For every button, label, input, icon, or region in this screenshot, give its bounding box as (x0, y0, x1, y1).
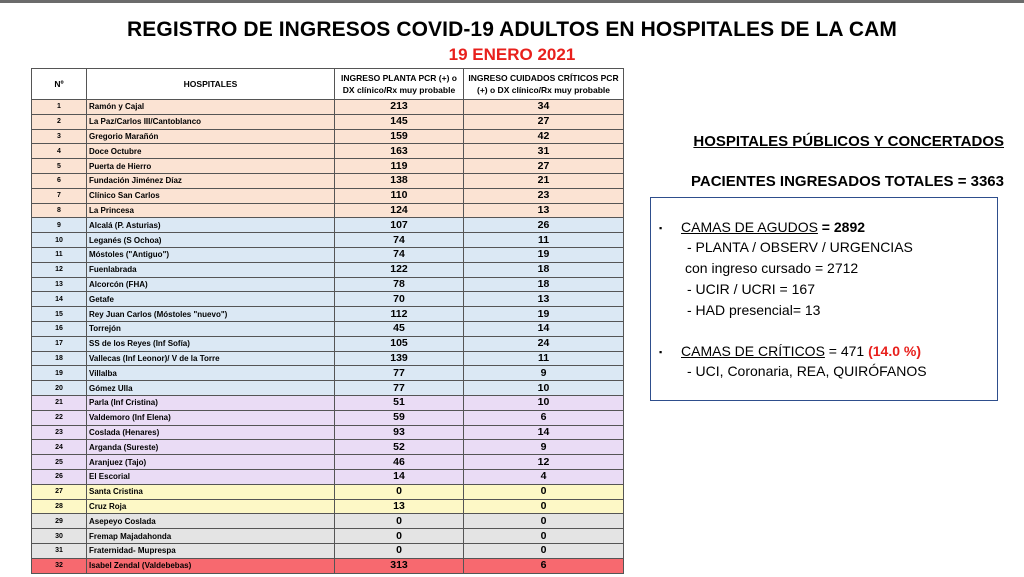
row-number: 28 (32, 499, 87, 514)
table-row (32, 425, 624, 440)
criticos-line (681, 343, 921, 359)
row-number: 16 (32, 321, 87, 336)
planta-value: 138 (335, 173, 464, 188)
agudos-detail-3: - UCIR / UCRI = 167 (687, 281, 815, 297)
header-criticos-line2: (+) o DX clínico/Rx muy probable (477, 85, 610, 95)
table-row (32, 499, 624, 514)
planta-value: 112 (335, 307, 464, 322)
report-date: 19 ENERO 2021 (448, 45, 576, 64)
table-row (32, 321, 624, 336)
table-row (32, 203, 624, 218)
table-row (32, 543, 624, 558)
criticos-value: 27 (464, 114, 624, 129)
hospital-name: Gómez Ulla (87, 381, 335, 396)
criticos-value: 10 (464, 395, 624, 410)
table-row (32, 159, 624, 174)
criticos-value: 9 (464, 440, 624, 455)
planta-value: 78 (335, 277, 464, 292)
planta-value: 145 (335, 114, 464, 129)
table-row (32, 514, 624, 529)
planta-value: 59 (335, 410, 464, 425)
summary-heading: HOSPITALES PÚBLICOS Y CONCERTADOS (693, 133, 1004, 150)
row-number: 26 (32, 469, 87, 484)
planta-value: 77 (335, 381, 464, 396)
planta-value: 52 (335, 440, 464, 455)
header-hospital: HOSPITALES (87, 69, 335, 100)
hospital-name: Fraternidad- Muprespa (87, 543, 335, 558)
planta-value: 159 (335, 129, 464, 144)
hospital-name: Leganés (S Ochoa) (87, 233, 335, 248)
hospital-name: Coslada (Henares) (87, 425, 335, 440)
hospital-name: Clínico San Carlos (87, 188, 335, 203)
table-row (32, 469, 624, 484)
planta-value: 122 (335, 262, 464, 277)
row-number: 29 (32, 514, 87, 529)
table-row (32, 129, 624, 144)
criticos-value: 0 (464, 484, 624, 499)
criticos-value: 10 (464, 381, 624, 396)
row-number: 20 (32, 381, 87, 396)
header-criticos (464, 69, 624, 100)
agudos-detail-4: - HAD presencial= 13 (687, 302, 821, 318)
row-number: 21 (32, 395, 87, 410)
criticos-value: 21 (464, 173, 624, 188)
table-row (32, 277, 624, 292)
row-number: 19 (32, 366, 87, 381)
table-row (32, 247, 624, 262)
criticos-value: 18 (464, 262, 624, 277)
table-header-row (32, 69, 624, 100)
agudos-value: = 2892 (817, 219, 866, 235)
table-row (32, 173, 624, 188)
hospital-name: Gregorio Marañón (87, 129, 335, 144)
summary-box (650, 197, 998, 401)
agudos-detail-1: - PLANTA / OBSERV / URGENCIAS (687, 239, 913, 255)
table-row (32, 262, 624, 277)
row-number: 14 (32, 292, 87, 307)
hospital-name: Doce Octubre (87, 144, 335, 159)
table-row (32, 100, 624, 115)
hospital-name: Alcalá (P. Asturias) (87, 218, 335, 233)
table-row (32, 440, 624, 455)
row-number: 25 (32, 455, 87, 470)
planta-value: 107 (335, 218, 464, 233)
header-planta-line1: INGRESO PLANTA PCR (+) o (341, 73, 457, 83)
row-number: 4 (32, 144, 87, 159)
criticos-value: 6 (464, 410, 624, 425)
criticos-value: 4 (464, 469, 624, 484)
criticos-value: 0 (464, 514, 624, 529)
criticos-value: 0 (464, 543, 624, 558)
row-number: 27 (32, 484, 87, 499)
criticos-value: 14 (464, 321, 624, 336)
hospital-name: Santa Cristina (87, 484, 335, 499)
criticos-value: 24 (464, 336, 624, 351)
table-row (32, 366, 624, 381)
planta-value: 139 (335, 351, 464, 366)
planta-value: 0 (335, 484, 464, 499)
table-row (32, 188, 624, 203)
row-number: 23 (32, 425, 87, 440)
row-number: 24 (32, 440, 87, 455)
agudos-detail-2: con ingreso cursado = 2712 (685, 260, 859, 276)
criticos-value: 9 (464, 366, 624, 381)
hospital-name: Getafe (87, 292, 335, 307)
criticos-value: 11 (464, 233, 624, 248)
agudos-line (681, 219, 865, 235)
summary-total: PACIENTES INGRESADOS TOTALES = 3363 (691, 173, 1004, 190)
header-planta-line2: DX clínico/Rx muy probable (342, 85, 456, 95)
row-number: 13 (32, 277, 87, 292)
hospital-name: Arganda (Sureste) (87, 440, 335, 455)
hospital-name: Ramón y Cajal (87, 100, 335, 115)
row-number: 8 (32, 203, 87, 218)
planta-value: 13 (335, 499, 464, 514)
table-row (32, 381, 624, 396)
table-row (32, 307, 624, 322)
criticos-value: 12 (464, 455, 624, 470)
criticos-value: 13 (464, 203, 624, 218)
table-row (32, 484, 624, 499)
criticos-value: 42 (464, 129, 624, 144)
planta-value: 70 (335, 292, 464, 307)
criticos-value: 19 (464, 247, 624, 262)
criticos-value: 14 (464, 425, 624, 440)
criticos-value: 11 (464, 351, 624, 366)
hospital-name: Aranjuez (Tajo) (87, 455, 335, 470)
criticos-value: 0 (464, 499, 624, 514)
hospital-name: Fundación Jiménez Díaz (87, 173, 335, 188)
row-number: 3 (32, 129, 87, 144)
row-number: 12 (32, 262, 87, 277)
planta-value: 51 (335, 395, 464, 410)
criticos-value: 13 (464, 292, 624, 307)
bullet-icon: ▪ (659, 223, 663, 233)
hospital-name: La Princesa (87, 203, 335, 218)
row-number: 10 (32, 233, 87, 248)
planta-value: 124 (335, 203, 464, 218)
top-border (0, 0, 1024, 3)
criticos-value: 26 (464, 218, 624, 233)
row-number: 6 (32, 173, 87, 188)
hospital-name: El Escorial (87, 469, 335, 484)
bullet-icon: ▪ (659, 347, 663, 357)
planta-value: 163 (335, 144, 464, 159)
hospital-table (31, 68, 624, 574)
planta-value: 0 (335, 529, 464, 544)
hospital-name: Parla (Inf Cristina) (87, 395, 335, 410)
row-number: 15 (32, 307, 87, 322)
planta-value: 74 (335, 233, 464, 248)
hospital-name: Vallecas (Inf Leonor)/ V de la Torre (87, 351, 335, 366)
row-number: 17 (32, 336, 87, 351)
planta-value: 105 (335, 336, 464, 351)
table-row (32, 455, 624, 470)
criticos-value: 31 (464, 144, 624, 159)
planta-value: 0 (335, 514, 464, 529)
table-row (32, 218, 624, 233)
table-row (32, 351, 624, 366)
row-number: 30 (32, 529, 87, 544)
table-body (32, 100, 624, 574)
criticos-value: 0 (464, 529, 624, 544)
criticos-detail: - UCI, Coronaria, REA, QUIRÓFANOS (687, 363, 927, 379)
planta-value: 0 (335, 543, 464, 558)
criticos-value: 34 (464, 100, 624, 115)
planta-value: 93 (335, 425, 464, 440)
agudos-label: CAMAS DE AGUDOS (681, 219, 818, 235)
row-number: 18 (32, 351, 87, 366)
planta-value: 110 (335, 188, 464, 203)
hospital-name: SS de los Reyes (Inf Sofía) (87, 336, 335, 351)
table-row (32, 114, 624, 129)
planta-value: 45 (335, 321, 464, 336)
criticos-value: 19 (464, 307, 624, 322)
row-number: 7 (32, 188, 87, 203)
hospital-name: Asepeyo Coslada (87, 514, 335, 529)
criticos-percent: (14.0 %) (868, 343, 922, 359)
header-planta (335, 69, 464, 100)
criticos-value: 6 (464, 558, 624, 573)
table-row (32, 233, 624, 248)
hospital-name: Puerta de Hierro (87, 159, 335, 174)
planta-value: 74 (335, 247, 464, 262)
hospital-name: Fuenlabrada (87, 262, 335, 277)
table-row (32, 529, 624, 544)
table-row (32, 292, 624, 307)
hospital-name: Rey Juan Carlos (Móstoles "nuevo") (87, 307, 335, 322)
criticos-value: 18 (464, 277, 624, 292)
hospital-name: Móstoles ("Antiguo") (87, 247, 335, 262)
planta-value: 213 (335, 100, 464, 115)
row-number: 32 (32, 558, 87, 573)
row-number: 22 (32, 410, 87, 425)
row-number: 5 (32, 159, 87, 174)
table-row (32, 410, 624, 425)
planta-value: 77 (335, 366, 464, 381)
row-number: 2 (32, 114, 87, 129)
hospital-name: La Paz/Carlos III/Cantoblanco (87, 114, 335, 129)
row-number: 9 (32, 218, 87, 233)
hospital-name: Fremap Majadahonda (87, 529, 335, 544)
criticos-label: CAMAS DE CRÍTICOS (681, 343, 825, 359)
hospital-name: Isabel Zendal (Valdebebas) (87, 558, 335, 573)
criticos-value: 23 (464, 188, 624, 203)
table-row (32, 144, 624, 159)
table-row (32, 336, 624, 351)
row-number: 1 (32, 100, 87, 115)
page-title: REGISTRO DE INGRESOS COVID-19 ADULTOS EN HOSPITALES DE LA CAM (127, 18, 897, 41)
row-number: 11 (32, 247, 87, 262)
criticos-value: = 471 (824, 343, 869, 359)
table-row (32, 558, 624, 573)
planta-value: 119 (335, 159, 464, 174)
criticos-value: 27 (464, 159, 624, 174)
header-num: Nº (32, 69, 87, 100)
hospital-name: Torrejón (87, 321, 335, 336)
hospital-name: Villalba (87, 366, 335, 381)
hospital-name: Alcorcón (FHA) (87, 277, 335, 292)
hospital-name: Valdemoro (Inf Elena) (87, 410, 335, 425)
header-criticos-line1: INGRESO CUIDADOS CRÍTICOS PCR (468, 73, 619, 83)
hospital-name: Cruz Roja (87, 499, 335, 514)
planta-value: 46 (335, 455, 464, 470)
table-row (32, 395, 624, 410)
planta-value: 14 (335, 469, 464, 484)
row-number: 31 (32, 543, 87, 558)
planta-value: 313 (335, 558, 464, 573)
